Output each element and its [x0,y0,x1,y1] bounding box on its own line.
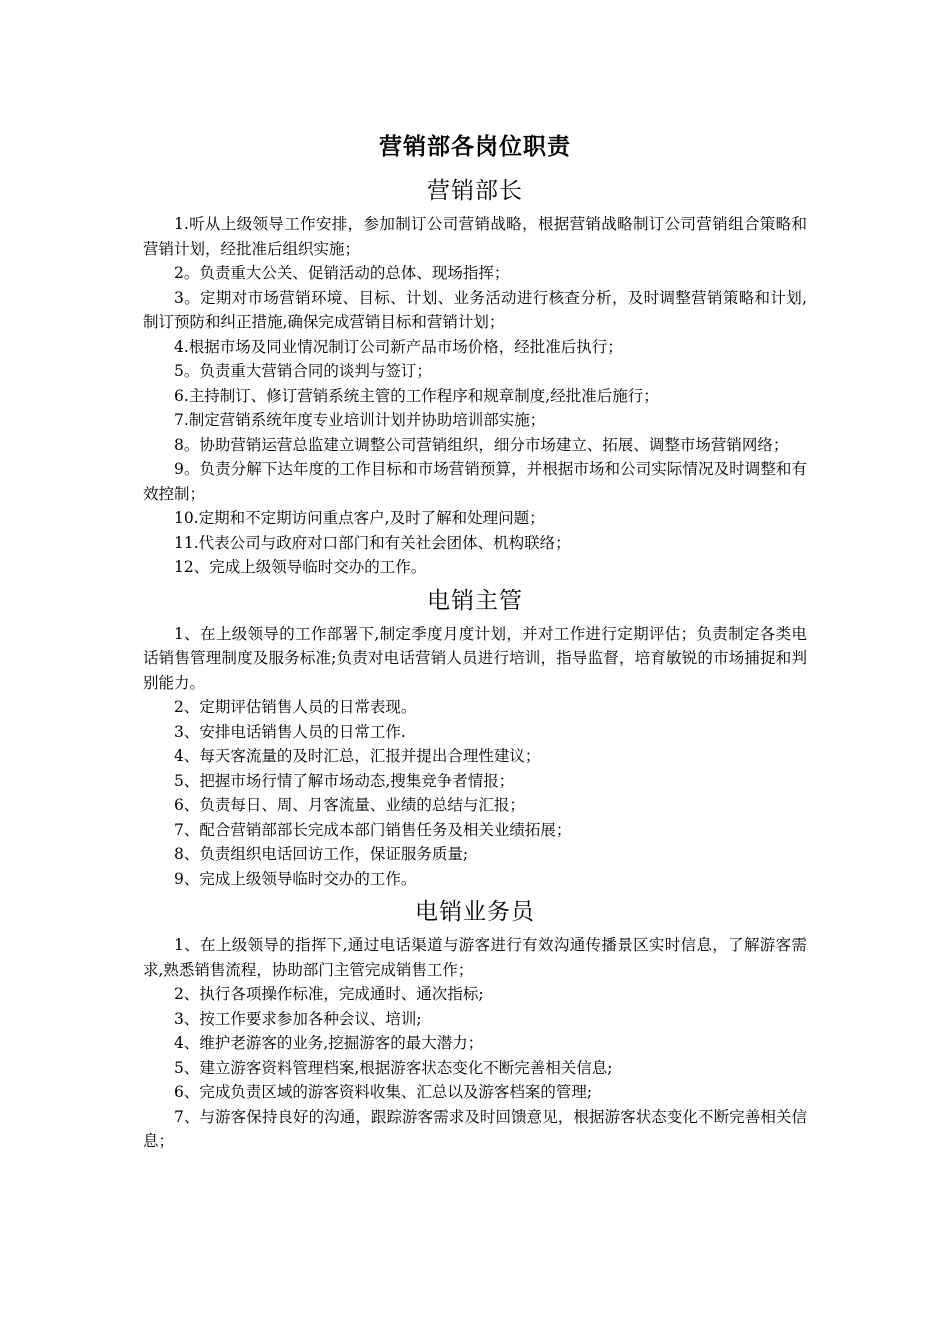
section-telesales-supervisor [143,584,807,892]
duty-item: 12、完成上级领导临时交办的工作。 [174,558,427,576]
section-marketing-director [143,174,807,580]
duty-item: 6、完成负责区域的游客资料收集、汇总以及游客档案的管理; [174,1083,593,1101]
duty-item: 3、按工作要求参加各种会议、培训; [174,1009,422,1028]
duty-item: 1、在上级领导的指挥下,通过电话渠道与游客进行有效沟通传播景区实时信息，了解游客需求,熟悉销售流程，协助部门主管完成销售工作； [143,936,807,979]
section-heading: 电销主管 [427,587,523,614]
duty-item: 5、把握市场行情了解市场动态,搜集竞争者情报； [174,771,515,790]
document-page [143,130,807,1158]
duty-item: 8、负责组织电话回访工作，保证服务质量; [174,845,469,863]
duty-item: 2。负责重大公关、促销活动的总体、现场指挥； [174,264,510,282]
duty-item: 9、完成上级领导临时交办的工作。 [174,869,417,888]
duty-item: 3。定期对市场营销环境、目标、计划、业务活动进行核查分析，及时调整营销策略和计划,制订预防和纠正措施,确保完成营销目标和营销计划； [143,288,807,331]
duty-item: 6.主持制订、修订营销系统主管的工作程序和规章制度,经批准后施行； [174,386,659,405]
duty-item: 3、安排电话销售人员的日常工作. [174,722,406,741]
duty-item: 7.制定营销系统年度专业培训计划并协助培训部实施； [174,411,546,429]
duty-item: 1、在上级领导的工作部署下,制定季度月度计划，并对工作进行定期评估；负责制定各类电话销售管理制度及服务标准;负责对电话营销人员进行培训，指导监督，培育敏锐的市场捕捉和判别能力。 [143,624,807,692]
duty-item: 2、执行各项操作标准，完成通时、通次指标; [174,985,484,1003]
duty-item: 10.定期和不定期访问重点客户,及时了解和处理问题； [174,509,545,527]
duty-item: 8。协助营销运营总监建立调整公司营销组织，细分市场建立、拓展、调整市场营销网络； [174,435,789,454]
duty-item: 6、负责每日、周、月客流量、业绩的总结与汇报； [174,796,525,814]
document-title: 营销部各岗位职责 [379,133,571,160]
section-telesales-representative [143,895,807,1154]
duty-item: 7、与游客保持良好的沟通，跟踪游客需求及时回馈意见，根据游客状态变化不断完善相关信息； [143,1107,807,1150]
duty-item: 7、配合营销部部长完成本部门销售任务及相关业绩拓展； [174,820,572,839]
section-heading: 电销业务员 [415,899,535,925]
duty-item: 1.听从上级领导工作安排，参加制订公司营销战略，根据营销战略制订公司营销组合策略和营销计划，经批准后组织实施； [143,215,807,258]
duty-item: 9。负责分解下达年度的工作目标和市场营销预算，并根据市场和公司实际情况及时调整和有效控制； [143,460,807,503]
duty-item: 5。负责重大营销合同的谈判与签订； [174,362,432,380]
duty-item: 4、维护老游客的业务,挖掘游客的最大潜力； [174,1034,484,1052]
duty-item: 5、建立游客资料管理档案,根据游客状态变化不断完善相关信息; [174,1058,613,1077]
duty-item: 4.根据市场及同业情况制订公司新产品市场价格，经批准后执行； [174,337,623,356]
duty-item: 4、每天客流量的及时汇总，汇报并提出合理性建议； [174,747,541,765]
section-heading: 营销部长 [427,178,523,204]
duty-item: 11.代表公司与政府对口部门和有关社会团体、机构联络； [174,533,571,552]
duty-item: 2、定期评估销售人员的日常表现。 [174,698,417,716]
